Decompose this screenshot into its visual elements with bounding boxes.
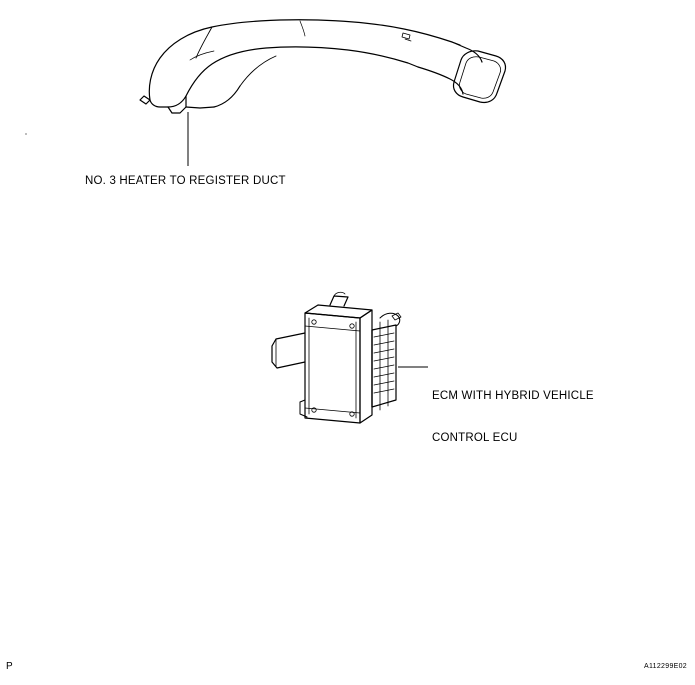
label-heater-duct: NO. 3 HEATER TO REGISTER DUCT (85, 175, 286, 187)
label-ecm-line1: ECM WITH HYBRID VEHICLE (432, 390, 594, 402)
heater-duct-drawing (140, 20, 506, 113)
label-ecm-line2: CONTROL ECU (432, 432, 518, 444)
label-ecm-hybrid (432, 361, 594, 473)
footer-page-mark: P (6, 661, 13, 672)
figure-id: A112299E02 (644, 663, 687, 670)
page-mark (25, 133, 27, 135)
ecm-drawing (272, 292, 401, 423)
